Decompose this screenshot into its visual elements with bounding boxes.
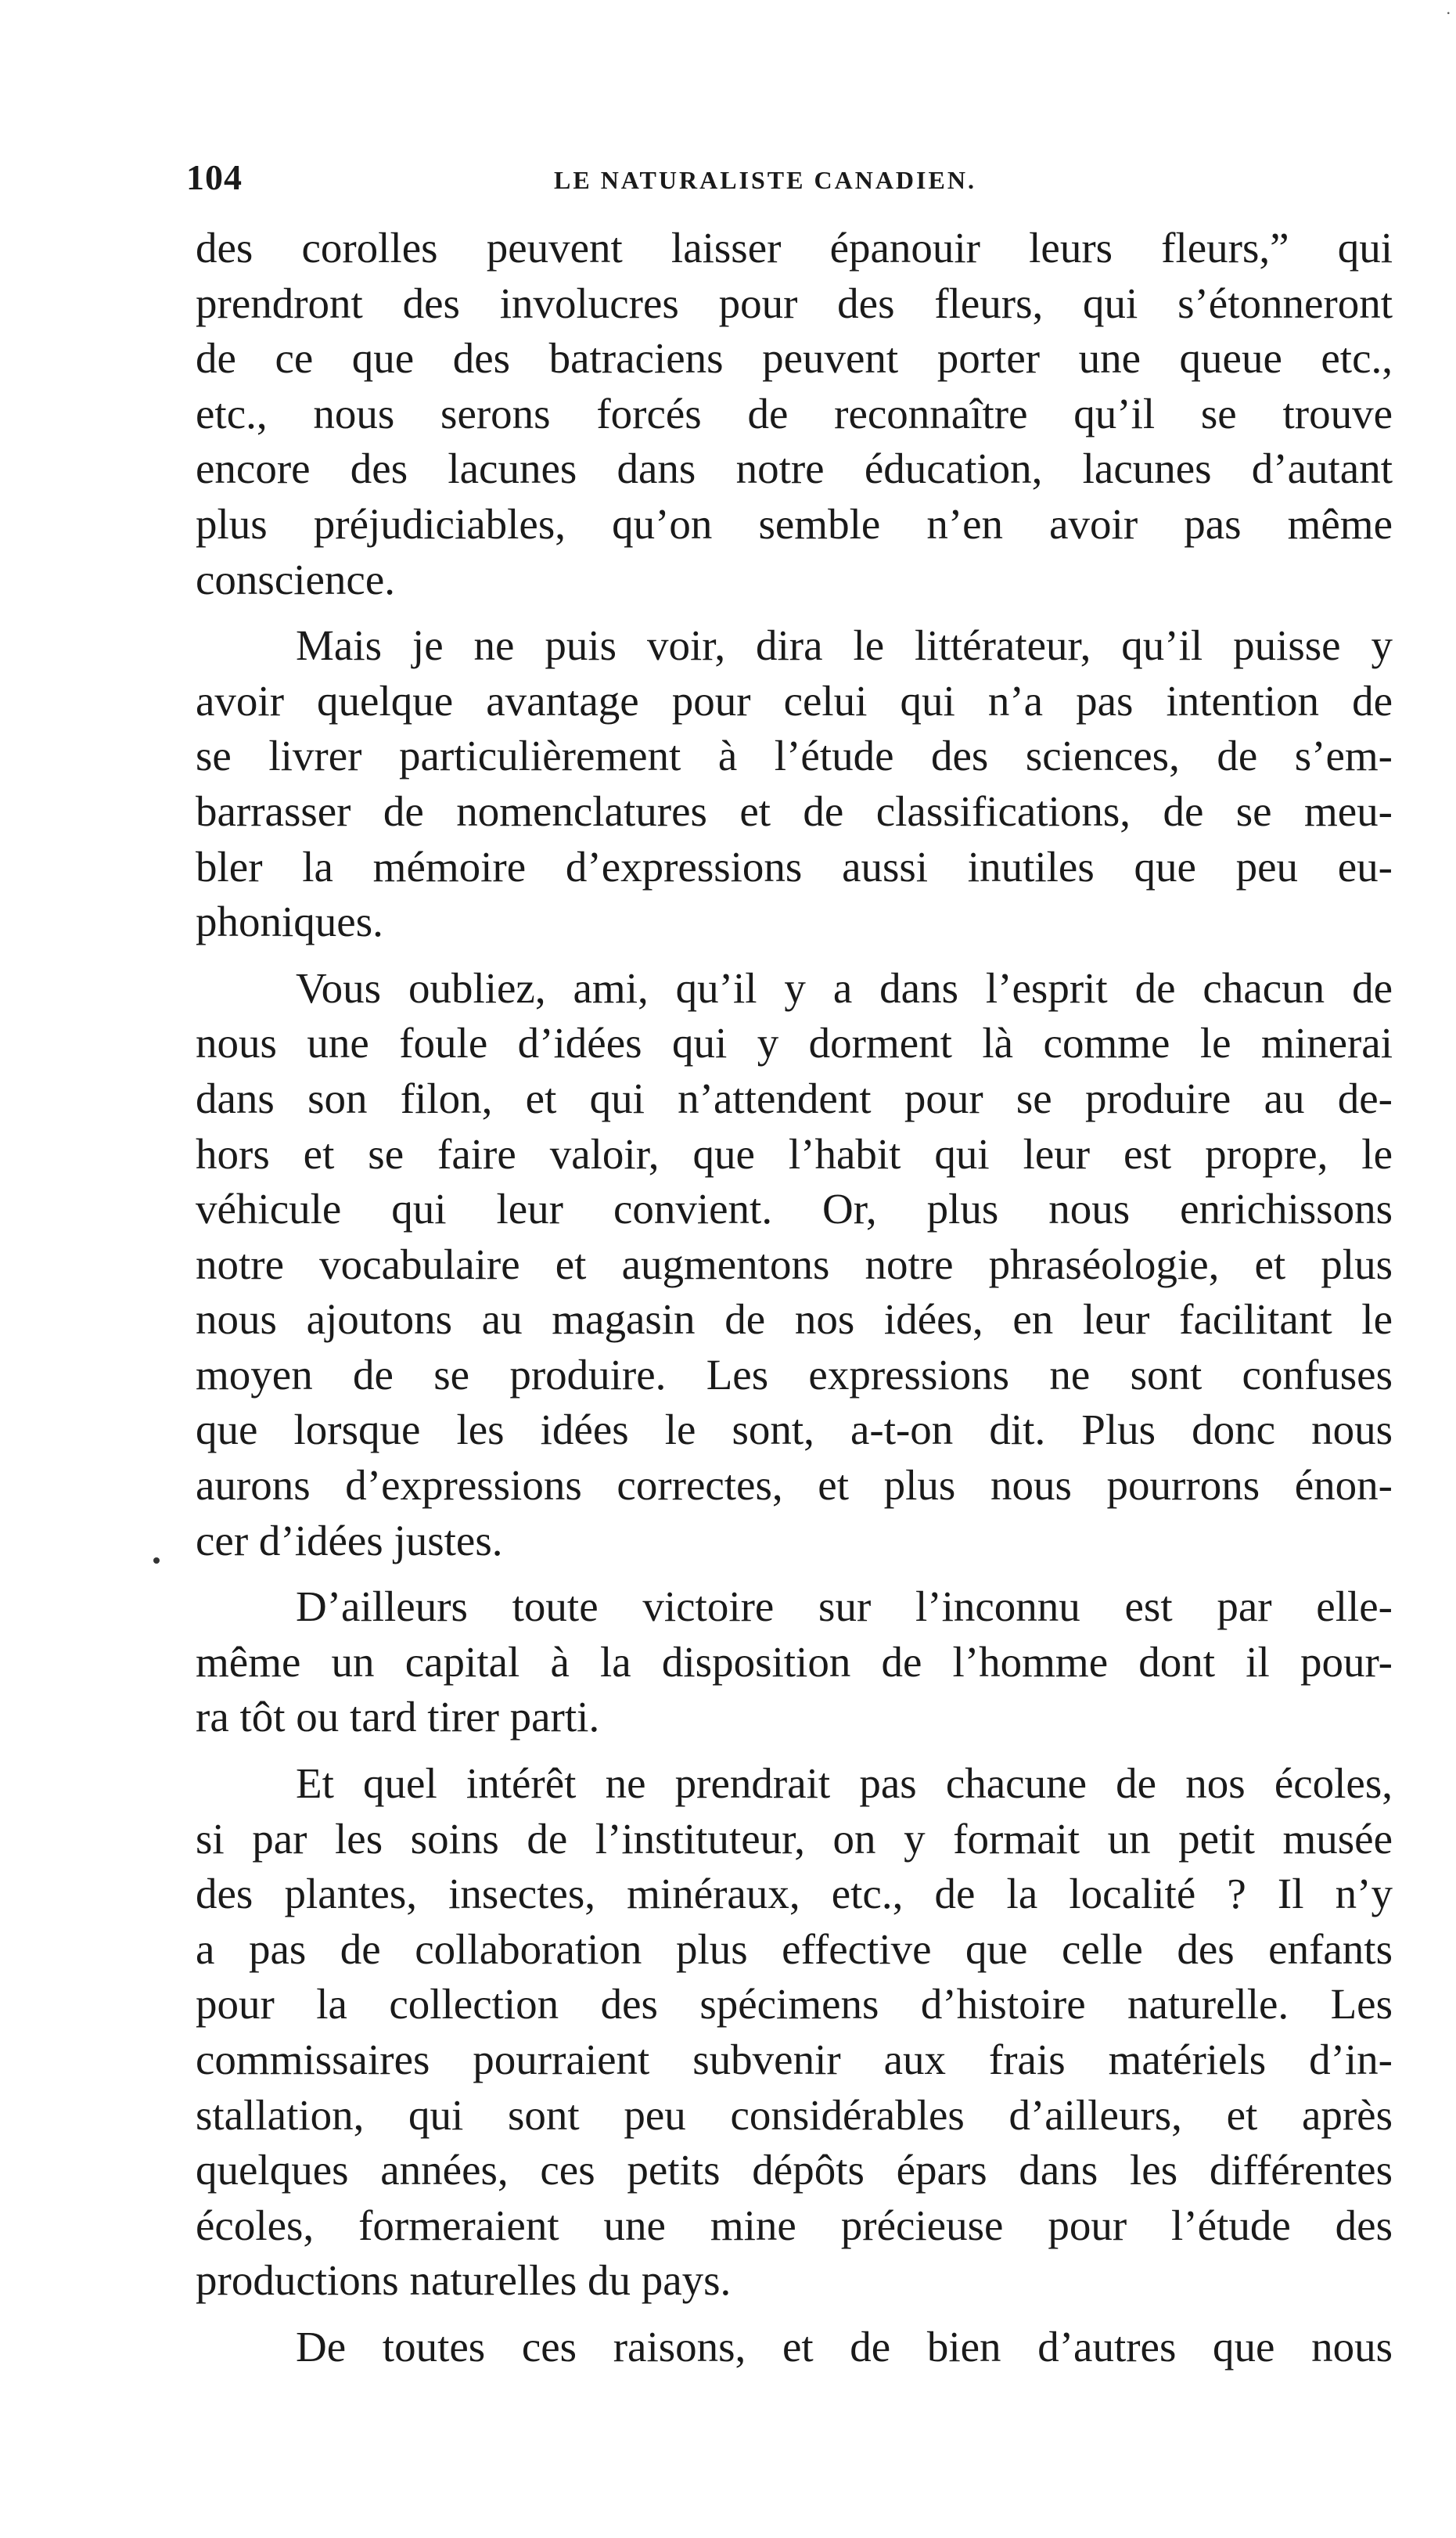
body-text [196,221,1393,2375]
paragraph [196,2320,1393,2375]
paragraph [196,1756,1393,2309]
ink-speck [153,1557,160,1564]
text-line: Mais je ne puis voir, dira le littérateur, qu’il puisse y [296,621,1393,670]
text-line: nous ajoutons au magasin de nos idées, en leur facilitant le [196,1295,1393,1344]
text-line: phoniques. [196,898,383,946]
paragraph [196,1579,1393,1745]
text-line: Vous oubliez, ami, qu’il y a dans l’esprit de chacun de [296,963,1393,1012]
text-line: De toutes ces raisons, et de bien d’autres que nous [296,2322,1393,2371]
text-line: véhicule qui leur convient. Or, plus nous enrichissons [196,1185,1393,1233]
text-line: hors et se faire valoir, que l’habit qui leur est propre, le [196,1129,1393,1178]
paragraph [196,221,1393,607]
text-line: ra tôt ou tard tirer parti. [196,1693,600,1741]
text-line: Et quel intérêt ne prendrait pas chacune de nos écoles, [296,1759,1393,1808]
running-head: LE NATURALISTE CANADIEN. [554,166,976,194]
text-line: même un capital à la disposition de l’homme dont il pour- [196,1637,1393,1686]
text-line: avoir quelque avantage pour celui qui n’a pas intention de [196,676,1393,725]
text-line: encore des lacunes dans notre éducation, lacunes d’autant [196,445,1393,493]
text-line: bler la mémoire d’expressions aussi inutiles que peu eu- [196,842,1393,891]
text-line: se livrer particulièrement à l’étude des sciences, de s’em- [196,732,1393,780]
text-line: de ce que des batraciens peuvent porter une queue etc., [196,334,1393,383]
text-line: des corolles peuvent laisser épanouir leurs fleurs,” qui [196,224,1393,272]
paragraph [196,618,1393,950]
text-line: si par les soins de l’instituteur, on y formait un petit musée [196,1814,1393,1863]
paragraph [196,961,1393,1569]
scan-corner-mark: · [1445,3,1451,23]
text-line: D’ailleurs toute victoire sur l’inconnu est par elle- [296,1582,1393,1631]
text-line: productions naturelles du pays. [196,2256,732,2305]
text-line: nous une foule d’idées qui y dorment là comme le minerai [196,1019,1393,1067]
text-line: quelques années, ces petits dépôts épars dans les différentes [196,2146,1393,2194]
text-line: a pas de collaboration plus effective que celle des enfants [196,1924,1393,1973]
text-line: pour la collection des spécimens d’histoire naturelle. Les [196,1980,1393,2029]
text-line: que lorsque les idées le sont, a-t-on dit. Plus donc nous [196,1406,1393,1454]
text-line: cer d’idées justes. [196,1516,503,1564]
text-line: notre vocabulaire et augmentons notre phraséologie, et plus [196,1240,1393,1288]
text-line: dans son filon, et qui n’attendent pour se produire au de- [196,1074,1393,1122]
text-line: moyen de se produire. Les expressions ne sont confuses [196,1350,1393,1399]
text-line: écoles, formeraient une mine précieuse pour l’étude des [196,2201,1393,2249]
text-line: des plantes, insectes, minéraux, etc., de la localité ? Il n’y [196,1870,1393,1918]
text-line: etc., nous serons forcés de reconnaître qu’il se trouve [196,389,1393,437]
text-line: stallation, qui sont peu considérables d’ailleurs, et après [196,2090,1393,2139]
page-number: 104 [186,157,243,197]
text-line: plus préjudiciables, qu’on semble n’en avoir pas même [196,499,1393,548]
text-line: commissaires pourraient subvenir aux frais matériels d’in- [196,2036,1393,2083]
text-line: prendront des involucres pour des fleurs, qui s’étonneront [196,279,1393,327]
text-line: conscience. [196,555,395,603]
page-header [186,157,1031,211]
text-line: aurons d’expressions correctes, et plus nous pourrons énon- [196,1461,1393,1510]
text-line: barrasser de nomenclatures et de classifications, de se meu- [196,787,1393,835]
